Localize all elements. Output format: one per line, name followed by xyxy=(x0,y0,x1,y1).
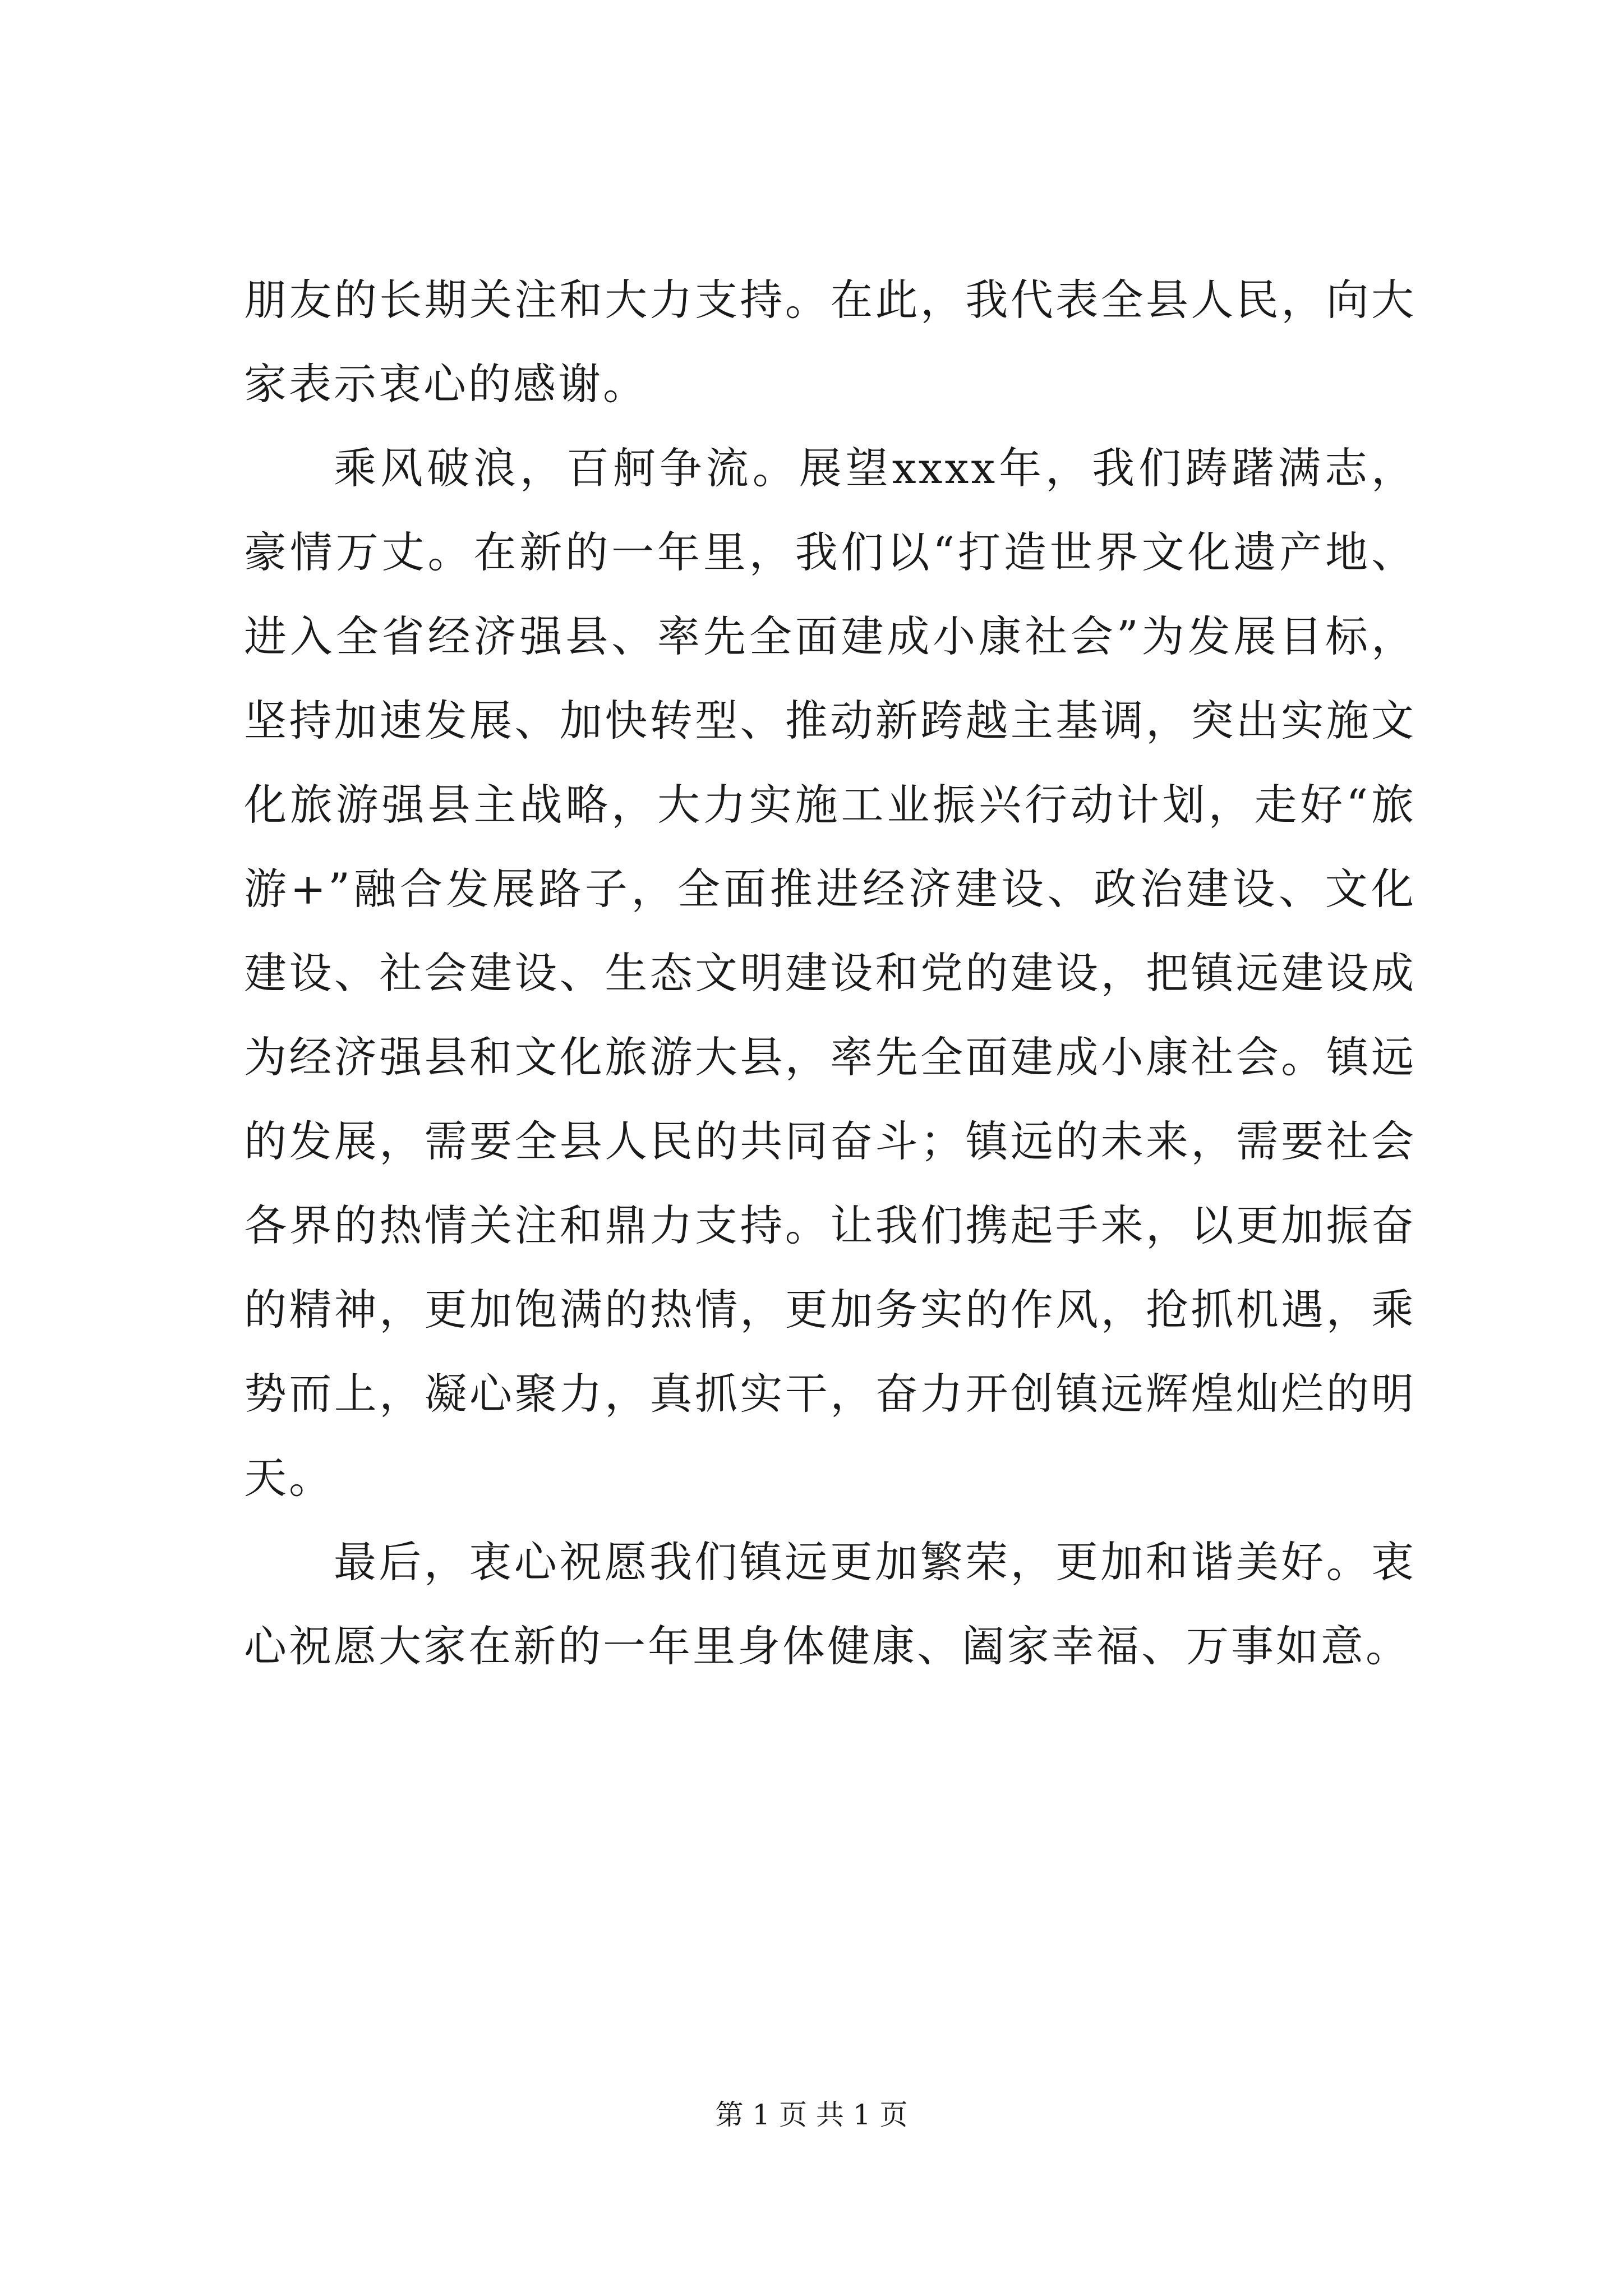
paragraph-1: 朋友的长期关注和大力支持。在此，我代表全县人民，向大家表示衷心的感谢。 xyxy=(244,275,1416,409)
paragraph-2: 乘风破浪，百舸争流。展望xxxx年，我们踌躇满志，豪情万丈。在新的一年里，我们以“打造世界文化遗产地、进入全省经济强县、率先全面建成小康社会”为发展目标，坚持加速发展、加快转型、推动新跨越主基调，突出实施文化旅游强县主战略，大力实施工业振兴行动计划，走好“旅游+”融合发展路子，全面推进经济建设、政治建设、文化建设、社会建设、生态文明建设和党的建设，把镇远建设成为经济强县和文化旅游大县，率先全面建成小康社会。镇远的发展，需要全县人民的共同奋斗；镇远的未来，需要社会各界的热情关注和鼎力支持。让我们携起手来，以更加振奋的精神，更加饱满的热情，更加务实的作风，抢抓机遇，乘势而上，凝心聚力，真抓实干，奋力开创镇远辉煌灿烂的明天。 xyxy=(244,443,1416,1503)
page-footer xyxy=(0,2095,1623,2134)
paragraph-3: 最后，衷心祝愿我们镇远更加繁荣，更加和谐美好。衷心祝愿大家在新的一年里身体健康、阖家幸福、万事如意。 xyxy=(244,1537,1416,1671)
document-body xyxy=(244,258,1416,1688)
page-number-label: 第 1 页 共 1 页 xyxy=(715,2099,908,2131)
